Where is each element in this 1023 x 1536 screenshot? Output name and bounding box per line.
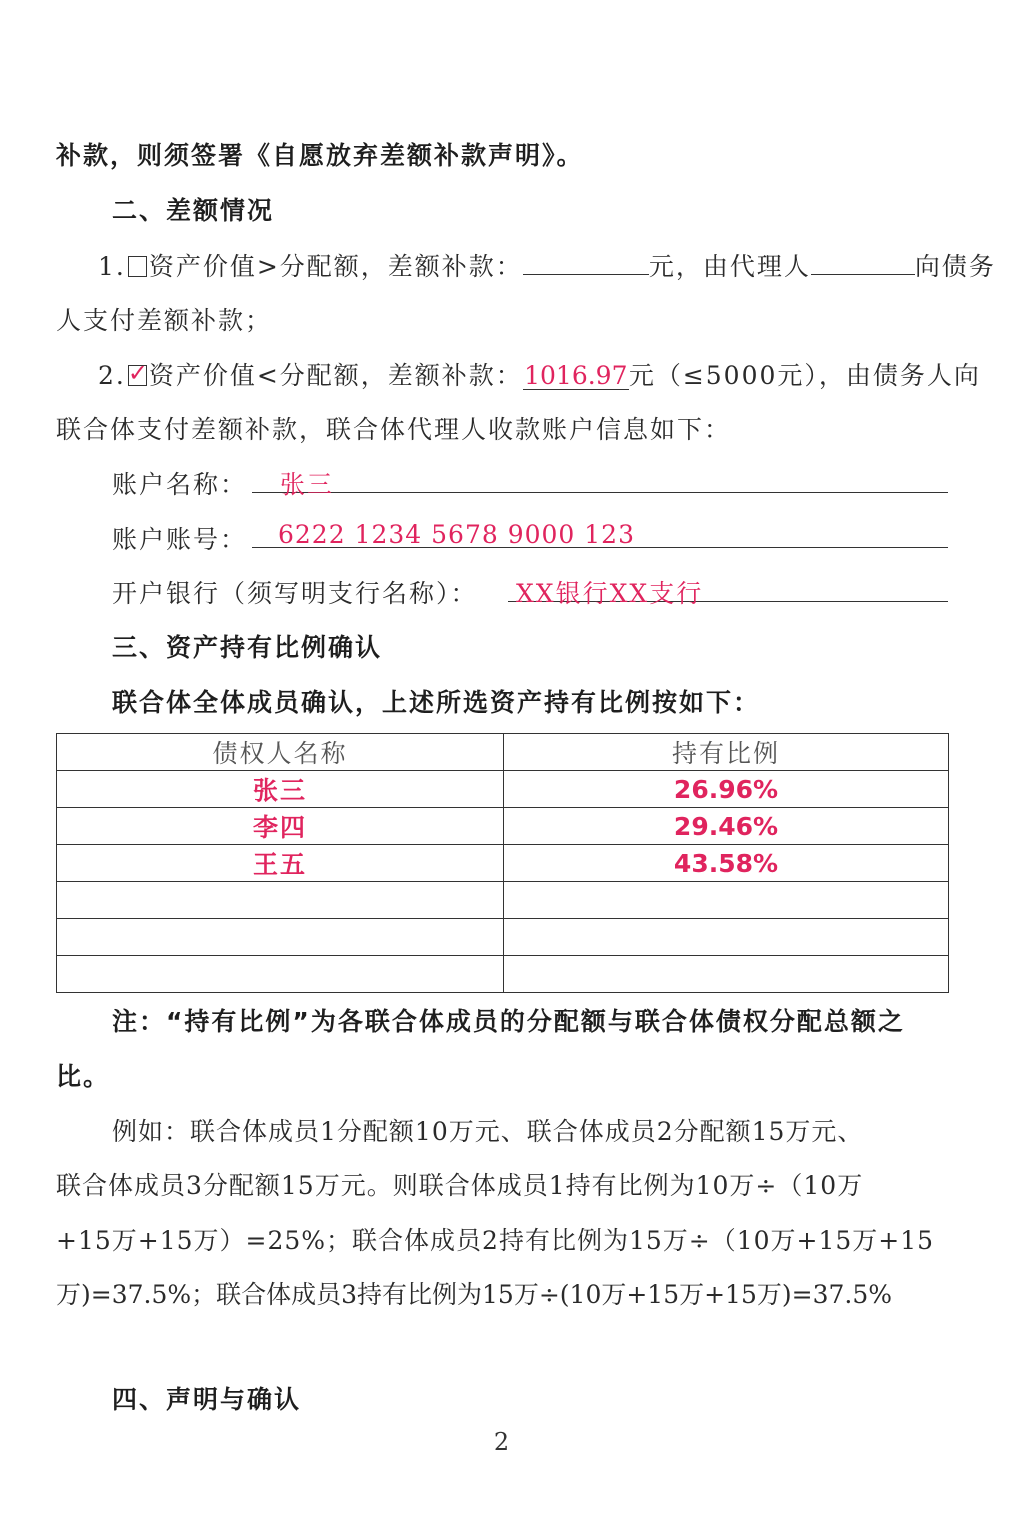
creditor-name-cell[interactable]: 李四 (57, 808, 504, 845)
note-line-1: 注：“持有比例”为各联合体成员的分配额与联合体债权分配总额之 (112, 1007, 905, 1036)
checkmark-icon: ✓ (127, 359, 148, 387)
bank-field[interactable]: XX银行XX支行 (508, 574, 948, 602)
paragraph-top: 补款，则须签署《自愿放弃差额补款声明》。 (56, 141, 584, 170)
item-1-continuation: 人支付差额补款； (56, 306, 273, 335)
creditor-name-cell[interactable] (57, 919, 504, 956)
item-1-line (98, 246, 996, 283)
section-4-title: 四、声明与确认 (112, 1385, 302, 1414)
holding-ratio-cell[interactable]: 43.58% (504, 845, 949, 882)
table-row (57, 771, 949, 808)
item-2-prefix: 2. (98, 361, 126, 390)
example-line-3: +15万+15万）=25%；联合体成员2持有比例为15万÷（10万+15万+15 (56, 1226, 935, 1255)
header-creditor-name: 债权人名称 (57, 734, 504, 771)
holding-ratio-table (56, 733, 949, 993)
account-name-row (112, 465, 247, 501)
page-number: 2 (493, 1428, 510, 1456)
item-1-checkbox[interactable] (128, 256, 147, 277)
bank-label: 开户银行（须写明支行名称）： (112, 579, 478, 608)
holding-ratio-cell[interactable]: 26.96% (504, 771, 949, 808)
creditor-name-cell[interactable]: 张三 (57, 771, 504, 808)
item-1-prefix: 1. (98, 252, 126, 281)
item-2-text-b: 元（≤5000元），由债务人向 (628, 361, 981, 390)
holding-ratio-cell[interactable] (504, 956, 949, 993)
section-2-title: 二、差额情况 (112, 196, 275, 225)
account-name-label: 账户名称： (112, 470, 248, 499)
holding-ratio-cell[interactable]: 29.46% (504, 808, 949, 845)
item-1-text-c: 向债务 (914, 252, 996, 281)
item-1-agent-field[interactable] (811, 246, 915, 275)
holding-ratio-cell[interactable] (504, 882, 949, 919)
item-1-amount-field[interactable] (523, 246, 649, 275)
table-row (57, 882, 949, 919)
creditor-name-cell[interactable] (57, 882, 504, 919)
item-2-checkbox-checked[interactable] (127, 359, 148, 387)
holding-ratio-cell[interactable] (504, 919, 949, 956)
item-2-line (98, 356, 981, 392)
item-1-text-b: 元，由代理人 (648, 252, 811, 281)
table-row (57, 845, 949, 882)
table-row (57, 956, 949, 993)
section-3-intro: 联合体全体成员确认，上述所选资产持有比例按如下： (112, 688, 761, 717)
account-no-label: 账户账号： (112, 525, 248, 554)
header-holding-ratio: 持有比例 (504, 734, 949, 771)
note-line-2: 比。 (56, 1062, 111, 1091)
table-header-row (57, 734, 949, 771)
item-1-text-a: 资产价值>分配额，差额补款： (148, 252, 523, 281)
item-2-amount-field[interactable]: 1016.97 (524, 361, 628, 390)
creditor-name-cell[interactable]: 王五 (57, 845, 504, 882)
item-2-text-a: 资产价值<分配额，差额补款： (148, 361, 523, 390)
table-row (57, 808, 949, 845)
example-line-2: 联合体成员3分配额15万元。则联合体成员1持有比例为10万÷（10万 (56, 1171, 864, 1200)
item-2-continuation: 联合体支付差额补款，联合体代理人收款账户信息如下： (56, 415, 732, 444)
creditor-name-cell[interactable] (57, 956, 504, 993)
account-no-field[interactable]: 6222 1234 5678 9000 123 (252, 520, 948, 548)
example-line-4: 万)=37.5%；联合体成员3持有比例为15万÷(10万+15万+15万)=37.5% (56, 1280, 892, 1309)
account-name-field[interactable]: 张三 (252, 465, 948, 493)
table-row (57, 919, 949, 956)
example-line-1: 例如：联合体成员1分配额10万元、联合体成员2分配额15万元、 (112, 1117, 864, 1146)
section-3-title: 三、资产持有比例确认 (112, 633, 383, 662)
